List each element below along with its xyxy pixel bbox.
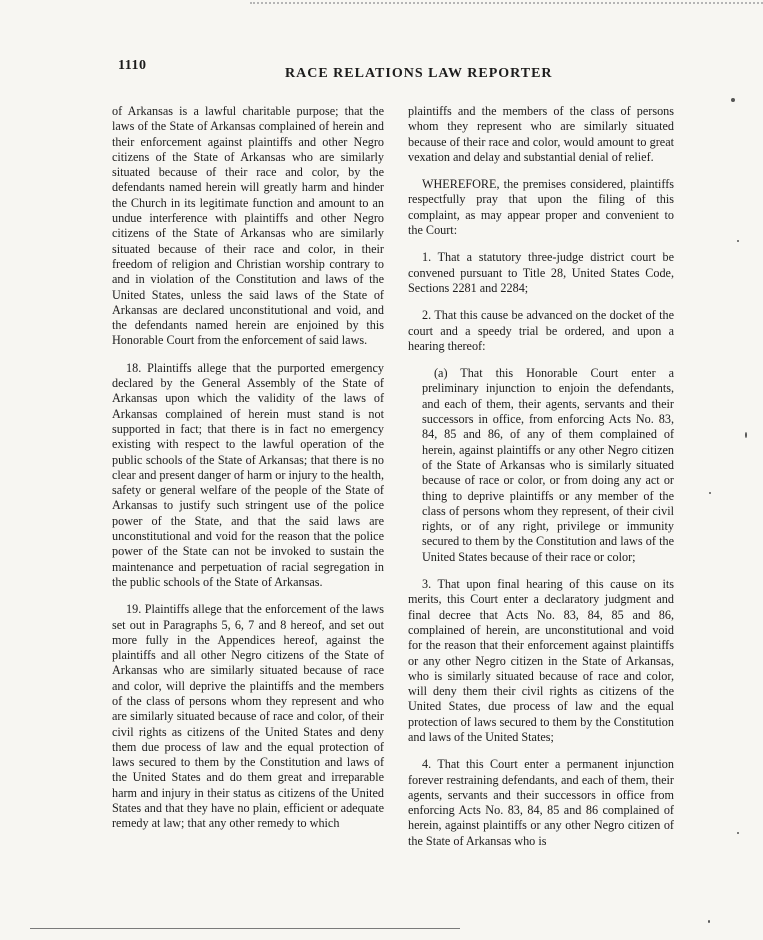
scan-speck	[731, 98, 735, 102]
prayer-item-2a: (a) That this Honorable Court enter a preliminary injunction to enjoin the defendants, and each of them, their agents, servants and their successors in office, from enforcing Acts No. 83, 84, 85 and 86, of any of them complained of herein, against plaintiffs or any other Negro citizen of the State of Arkansas who is similarly situated because of race or color, or from doing any act or thing to deprive plaintiffs or any member of the class of persons whom they represent, of their civil rights, or of any right, privilege or immunity secured to them by the Constitution and laws of the United States because of their race or color;	[422, 366, 674, 564]
prayer-item-2: 2. That this cause be advanced on the docket of the court and a speedy trial be ordered, and upon a hearing thereof:	[408, 308, 674, 353]
prayer-intro: WHEREFORE, the premises considered, plaintiffs respectfully pray that upon the filing of this complaint, as may appear proper and convenient to the Court:	[408, 177, 674, 238]
page-number: 1110	[118, 58, 147, 73]
prayer-item-1: 1. That a statutory three-judge district court be convened pursuant to Title 28, United States Code, Sections 2281 and 2284;	[408, 250, 674, 295]
left-column	[112, 104, 384, 844]
prayer-item-3: 3. That upon final hearing of this cause on its merits, this Court enter a declaratory judgment and final decree that Acts No. 83, 84, 85 and 86, complained of herein, are unconstitutional and void for the reason that their enforcement against plaintiffs or any other Negro citizen in the State of Arkansas, who is similarly situated because of race and color, will deny them their civil rights as citizens of the United States, due process of law and the equal protection of laws secured to them by the Constitution and laws of the United States;	[408, 577, 674, 744]
scan-speck	[709, 492, 711, 494]
scan-speck	[708, 920, 710, 923]
scan-speck	[745, 432, 747, 438]
paragraph-19: 19. Plaintiffs allege that the enforcement of the laws set out in Paragraphs 5, 6, 7 and 8 hereof, and set out more fully in the Appendices hereof, against the plaintiffs and all other Negro citizens of the State of Arkansas who are similarly situated because of race and color, will deprive the plaintiffs and the members of the class of persons whom they represent and who are similarly situated because of race and color, of their civil rights as citizens of the United States and deny them due process of law and the equal protection of laws secured to them by the Constitution and laws of the United States and do them great and irreparable harm and injury in their status as citizens of the United States and that they have no plain, efficient or adequate remedy at law; that any other remedy to which	[112, 602, 384, 831]
paragraph-19-continued: plaintiffs and the members of the class of persons whom they represent who are similarly situated because of their race and color, would amount to great vexation and delay and substantial denial of relief.	[408, 104, 674, 164]
paragraph-18: 18. Plaintiffs allege that the purported emergency declared by the General Assembly of the State of Arkansas upon which the validity of the laws of Arkansas complained of herein must stand is not supported in fact; that there is in fact no emergency existing with respect to the lawful operation of the public schools of the State of Arkansas; that there is no clear and present danger of harm or injury to the health, safety or general welfare of the people of the State of Arkansas to justify such stringent use of the police power of the State, and that the said laws are unconstitutional and void for the reason that the police power of the State can not be invoked to sustain the maintenance and perpetuation of racial segregation in the public schools of the State of Arkansas.	[112, 360, 384, 589]
right-column	[408, 104, 674, 861]
scan-top-edge	[250, 2, 763, 4]
scan-speck	[737, 832, 739, 834]
scan-bottom-edge	[30, 928, 460, 929]
prayer-item-4: 4. That this Court enter a permanent injunction forever restraining defendants, and each of them, their agents, servants and their successors in office from enforcing Acts No. 83, 84, 85 and 86 complained of herein, against plaintiffs or any other Negro citizen of the State of Arkansas who is	[408, 757, 674, 848]
running-head: RACE RELATIONS LAW REPORTER	[285, 66, 553, 81]
scan-speck	[737, 240, 739, 242]
paragraph-17-continued: of Arkansas is a lawful charitable purpose; that the laws of the State of Arkansas complained of herein and their enforcement against plaintiffs and other Negro citizens of the State of Arkansas who are similarly situated because of their race and color, by the defendants named herein will greatly harm and hinder the Church in its legitimate function and amount to an undue interference with plaintiffs and other Negro citizens of the State of Arkansas who are similarly situated because of their race and color, in their freedom of religion and Christian worship contrary to and in violation of the Constitution and laws of the United States, unless the said laws of the State of Arkansas are declared unconstitutional and void, and the defendants named herein are enjoined by this Honorable Court from the enforcement of said laws.	[112, 104, 384, 348]
